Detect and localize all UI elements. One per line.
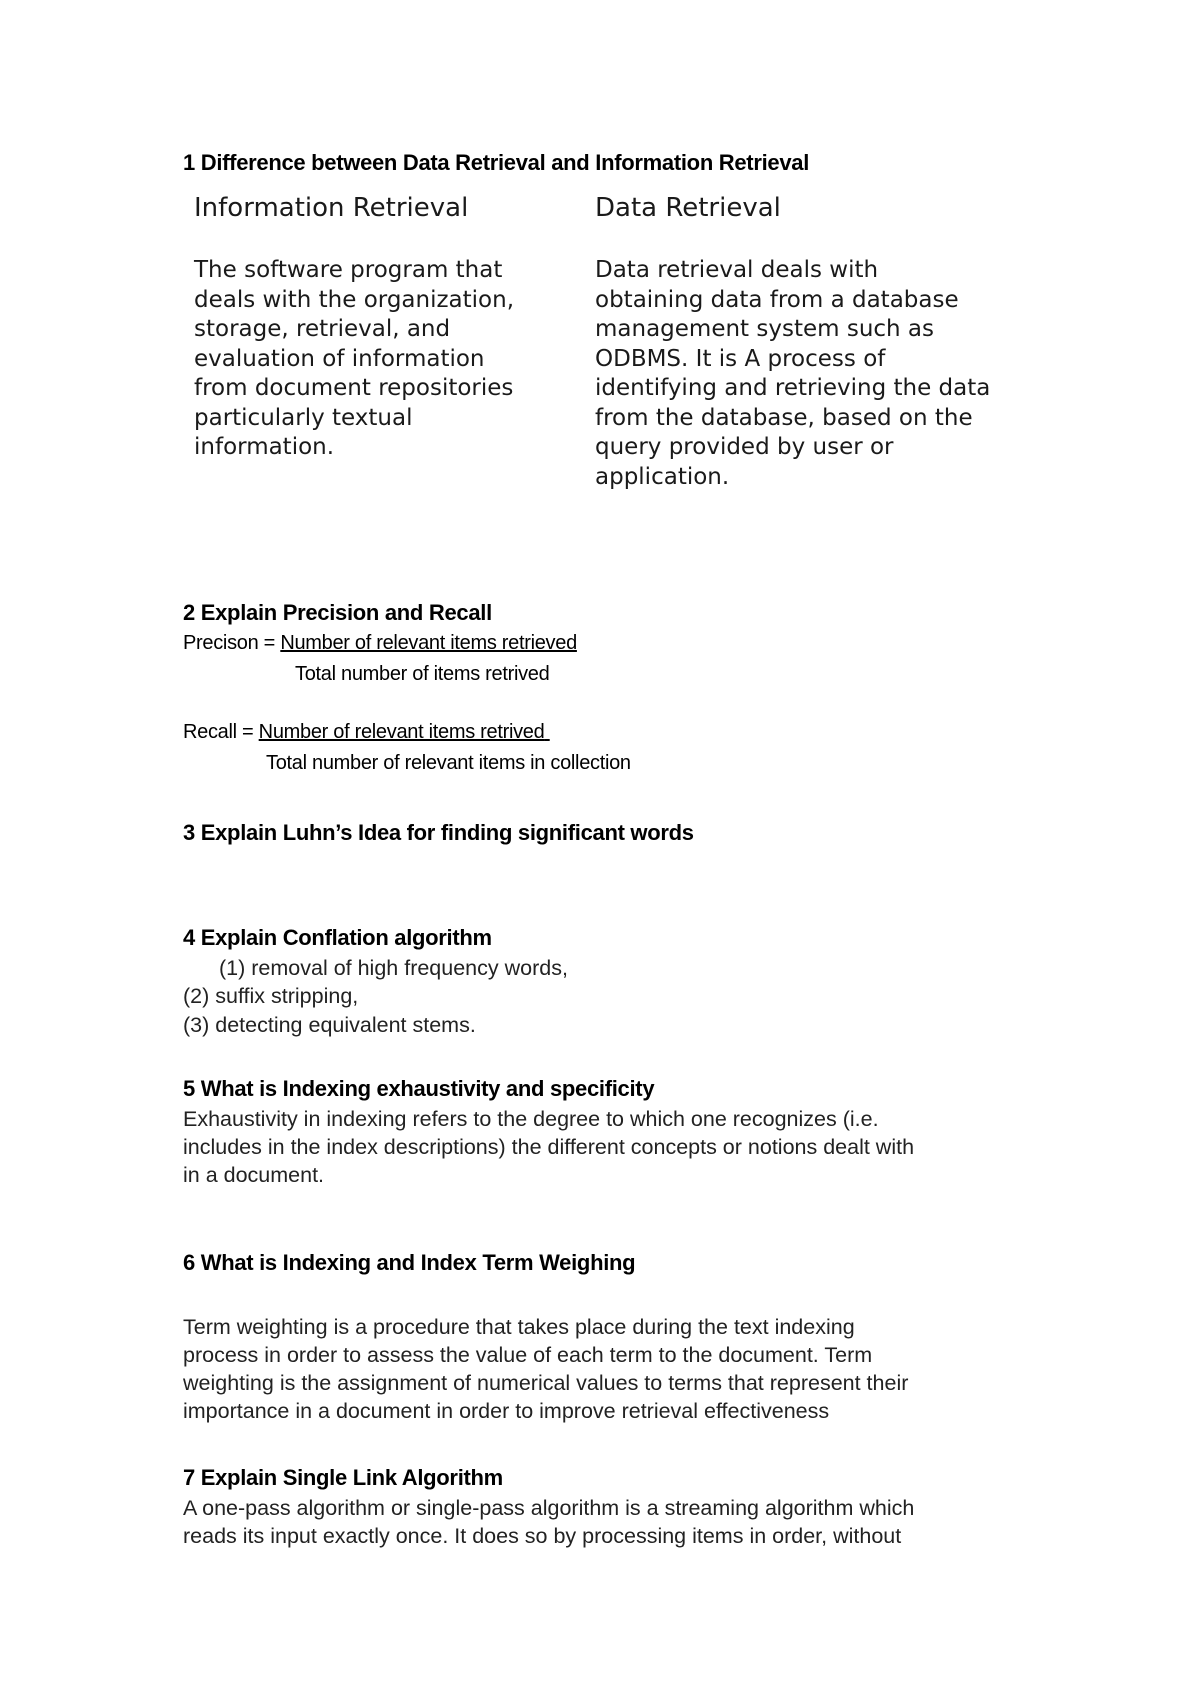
ir-column-body bbox=[194, 256, 514, 463]
recall-formula bbox=[183, 721, 640, 744]
body-line: reads its input exactly once. It does so by processing items in order, without bbox=[183, 1524, 902, 1548]
precision-formula bbox=[183, 632, 577, 655]
body-line: importance in a document in order to improve retrieval effectiveness bbox=[183, 1399, 830, 1423]
dr-line: obtaining data from a database bbox=[595, 286, 959, 313]
ir-line: deals with the organization, bbox=[194, 286, 515, 313]
body-line: includes in the index descriptions) the different concepts or notions dealt with bbox=[183, 1135, 915, 1159]
body-line: in a document. bbox=[183, 1163, 325, 1187]
ir-column-title: Information Retrieval bbox=[194, 193, 469, 223]
dr-line: management system such as bbox=[595, 316, 935, 342]
conflation-item: (1) removal of high frequency words, bbox=[219, 956, 568, 980]
section-4-heading: 4 Explain Conflation algorithm bbox=[183, 925, 492, 950]
section-1-heading: 1 Difference between Data Retrieval and Information Retrieval bbox=[183, 150, 810, 175]
recall-numerator: Number of relevant items retrived bbox=[258, 721, 545, 743]
ir-line: from document repositories bbox=[194, 375, 514, 401]
section-3-heading: 3 Explain Luhn’s Idea for finding significant words bbox=[183, 820, 694, 845]
ir-line: The software program that bbox=[194, 257, 503, 283]
dr-line: from the database, based on the bbox=[595, 404, 973, 431]
precision-numerator: Number of relevant items retrieved bbox=[280, 632, 577, 654]
section-5-body bbox=[183, 1105, 914, 1189]
ir-line: information. bbox=[194, 434, 335, 460]
dr-line: identifying and retrieving the data bbox=[595, 375, 991, 401]
ir-line: storage, retrieval, and bbox=[194, 316, 451, 342]
dr-column-body bbox=[595, 256, 990, 492]
dr-line: application. bbox=[595, 463, 730, 490]
precision-denominator: Total number of items retrived bbox=[295, 663, 550, 685]
body-line: A one-pass algorithm or single-pass algorithm is a streaming algorithm which bbox=[183, 1496, 915, 1520]
section-7-heading: 7 Explain Single Link Algorithm bbox=[183, 1465, 503, 1490]
precision-label: Precison = bbox=[183, 632, 281, 654]
section-6-body bbox=[183, 1313, 908, 1425]
recall-label: Recall = bbox=[183, 721, 259, 743]
conflation-item: (2) suffix stripping, bbox=[183, 984, 359, 1008]
dr-line: query provided by user or bbox=[595, 434, 894, 460]
body-line: process in order to assess the value of each term to the document. Term bbox=[183, 1343, 873, 1367]
section-6-heading: 6 What is Indexing and Index Term Weighing bbox=[183, 1250, 636, 1275]
ir-line: evaluation of information bbox=[194, 345, 485, 372]
body-line: Exhaustivity in indexing refers to the degree to which one recognizes (i.e. bbox=[183, 1107, 879, 1131]
conflation-item: (3) detecting equivalent stems. bbox=[183, 1013, 476, 1037]
dr-column-title: Data Retrieval bbox=[595, 193, 781, 223]
body-line: weighting is the assignment of numerical values to terms that represent their bbox=[183, 1371, 909, 1395]
section-7-body bbox=[183, 1494, 914, 1550]
dr-line: ODBMS. It is A process of bbox=[595, 345, 886, 372]
ir-line: particularly textual bbox=[194, 404, 413, 431]
recall-underline-pad bbox=[544, 721, 640, 744]
section-5-heading: 5 What is Indexing exhaustivity and specificity bbox=[183, 1076, 655, 1101]
body-line: Term weighting is a procedure that takes place during the text indexing bbox=[183, 1315, 855, 1339]
section-2-heading: 2 Explain Precision and Recall bbox=[183, 600, 492, 625]
dr-line: Data retrieval deals with bbox=[595, 257, 879, 283]
recall-denominator: Total number of relevant items in collection bbox=[266, 752, 631, 774]
